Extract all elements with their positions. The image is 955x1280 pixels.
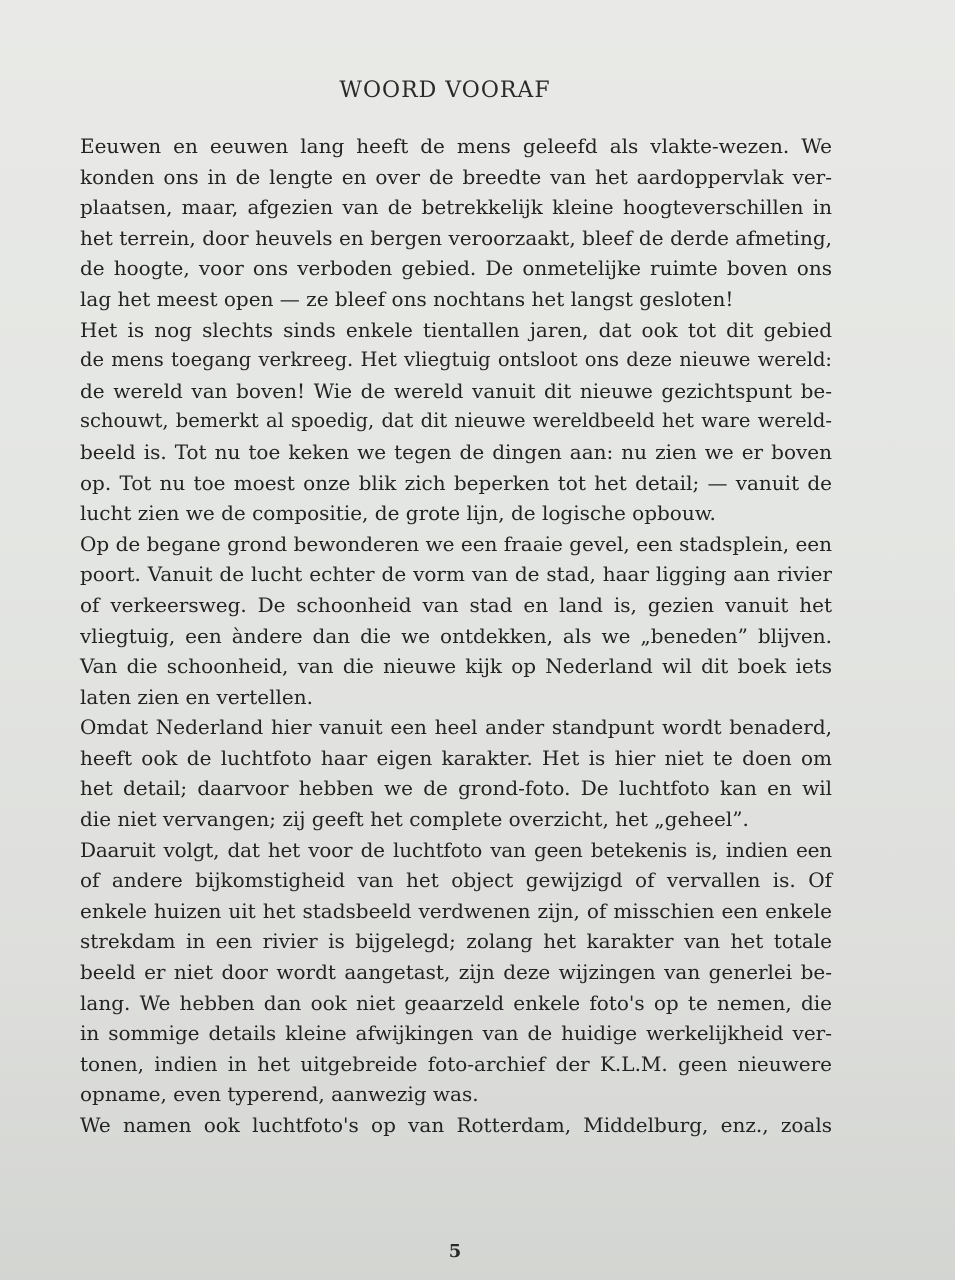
text-line: We namen ook luchtfoto's op van Rotterdam, Middelburg, enz., zoals bbox=[80, 1113, 832, 1137]
text-line: beeld is. Tot nu toe keken we tegen de dingen aan: nu zien we er boven bbox=[80, 439, 832, 464]
text-line: het terrein, door heuvels en bergen veroorzaakt, bleef de derde afmeting, bbox=[80, 225, 832, 250]
text-line: lucht zien we de compositie, de grote lijn, de logische opbouw. bbox=[80, 501, 716, 526]
text-line: Het is nog slechts sinds enkele tientallen jaren, dat ook tot dit gebied bbox=[80, 317, 832, 342]
text-line: Omdat Nederland hier vanuit een heel ander standpunt wordt benaderd, bbox=[80, 715, 832, 740]
text-line: of andere bijkomstigheid van het object gewijzigd of vervallen is. Of bbox=[80, 868, 832, 893]
text-line: Van die schoonheid, van die nieuwe kijk op Nederland wil dit boek iets bbox=[80, 654, 832, 679]
text-line: opname, even typerend, aanwezig was. bbox=[80, 1082, 479, 1107]
text-line: laten zien en vertellen. bbox=[80, 684, 313, 709]
text-line: op. Tot nu toe moest onze blik zich beperken tot het detail; — vanuit de bbox=[80, 470, 832, 495]
text-line: tonen, indien in het uitgebreide foto-archief der K.L.M. geen nieuwere bbox=[80, 1051, 832, 1076]
text-line: Eeuwen en eeuwen lang heeft de mens geleefd als vlakte-wezen. We bbox=[80, 134, 832, 158]
body-text bbox=[80, 131, 832, 1141]
text-line: enkele huizen uit het stadsbeeld verdwenen zijn, of misschien een enkele bbox=[80, 898, 832, 923]
text-line: plaatsen, maar, afgezien van de betrekkelijk kleine hoogteverschillen in bbox=[80, 195, 832, 220]
text-line: konden ons in de lengte en over de breedte van het aardoppervlak ver- bbox=[80, 164, 832, 189]
text-line: die niet vervangen; zij geeft het complete overzicht, het „geheel”. bbox=[80, 807, 749, 832]
text-line: strekdam in een rivier is bijgelegd; zolang het karakter van het totale bbox=[80, 929, 832, 954]
text-line: of verkeersweg. De schoonheid van stad en land is, gezien vanuit het bbox=[80, 592, 832, 617]
text-line: in sommige details kleine afwijkingen van de huidige werkelijkheid ver- bbox=[80, 1021, 832, 1046]
text-line: heeft ook de luchtfoto haar eigen karakter. Het is hier niet te doen om bbox=[80, 745, 832, 770]
text-line: poort. Vanuit de lucht echter de vorm van de stad, haar ligging aan rivier bbox=[80, 562, 832, 587]
text-line: lang. We hebben dan ook niet geaarzeld enkele foto's op te nemen, die bbox=[80, 990, 832, 1015]
page-number: 5 bbox=[448, 1241, 462, 1262]
text-line: de hoogte, voor ons verboden gebied. De onmetelijke ruimte boven ons bbox=[80, 256, 832, 281]
text-line: de wereld van boven! Wie de wereld vanuit dit nieuwe gezichtspunt be- bbox=[80, 378, 832, 403]
text-line: beeld er niet door wordt aangetast, zijn deze wijzingen van generlei be- bbox=[80, 960, 832, 985]
text-line: lag het meest open — ze bleef ons nochtans het langst gesloten! bbox=[80, 286, 734, 311]
text-line: schouwt, bemerkt al spoedig, dat dit nieuwe wereldbeeld het ware wereld- bbox=[80, 409, 832, 433]
text-line: het detail; daarvoor hebben we de grond-foto. De luchtfoto kan en wil bbox=[80, 776, 832, 801]
text-line: Op de begane grond bewonderen we een fraaie gevel, een stadsplein, een bbox=[80, 531, 832, 556]
text-line: de mens toegang verkreeg. Het vliegtuig ontsloot ons deze nieuwe wereld: bbox=[80, 348, 832, 372]
text-line: Daaruit volgt, dat het voor de luchtfoto van geen betekenis is, indien een bbox=[80, 837, 832, 862]
text-line: vliegtuig, een àndere dan die we ontdekken, als we „beneden” blijven. bbox=[80, 623, 832, 648]
page-title: WOORD VOORAF bbox=[339, 78, 551, 103]
